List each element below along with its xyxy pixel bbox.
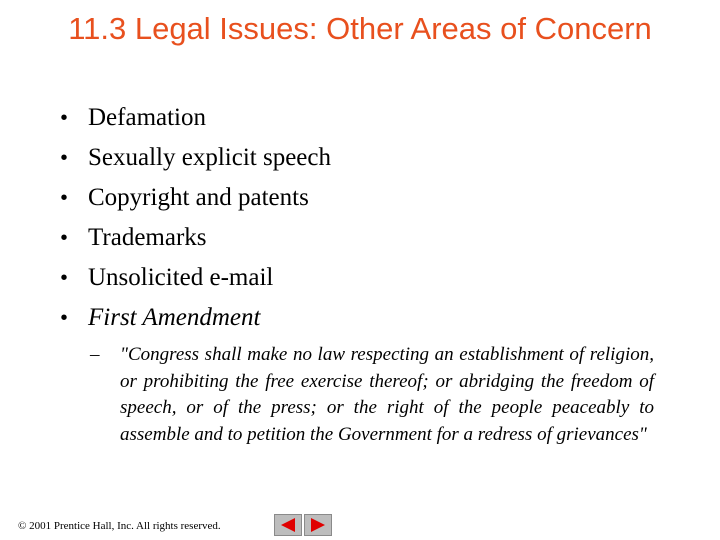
bullet-item-copyright-and-patents	[0, 178, 720, 218]
copyright-footer: © 2001 Prentice Hall, Inc. All rights reserved.	[18, 520, 221, 532]
bullet-text: Unsolicited e-mail	[88, 264, 274, 291]
quote-text: "Congress shall make no law respecting an establishment of religion, or prohibiting the free exercise thereof; or abridging the freedom of speech, or of the press; or the right of the people peaceably to assemble and to petition the Government for a redress of grievances"	[120, 344, 654, 445]
bullet-text: First Amendment	[88, 304, 261, 331]
bullet-marker: •	[60, 147, 68, 169]
next-slide-button[interactable]	[304, 514, 332, 536]
bullet-text: Copyright and patents	[88, 184, 309, 211]
sub-bullet-marker: –	[90, 344, 100, 365]
bullet-list	[0, 98, 720, 338]
bullet-marker: •	[60, 307, 68, 329]
bullet-marker: •	[60, 107, 68, 129]
bullet-item-unsolicited-email	[0, 258, 720, 298]
previous-slide-button[interactable]	[274, 514, 302, 536]
bullet-marker: •	[60, 267, 68, 289]
right-arrow-icon	[305, 515, 331, 535]
bullet-marker: •	[60, 187, 68, 209]
bullet-marker: •	[60, 227, 68, 249]
bullet-text: Trademarks	[88, 224, 207, 251]
bullet-item-first-amendment	[0, 298, 720, 338]
bullet-item-trademarks	[0, 218, 720, 258]
bullet-text: Sexually explicit speech	[88, 144, 331, 171]
left-arrow-icon	[275, 515, 301, 535]
bullet-item-sexually-explicit-speech	[0, 138, 720, 178]
bullet-text: Defamation	[88, 104, 207, 131]
slide-title: 11.3 Legal Issues: Other Areas of Concern	[68, 11, 652, 46]
bullet-item-defamation	[0, 98, 720, 138]
